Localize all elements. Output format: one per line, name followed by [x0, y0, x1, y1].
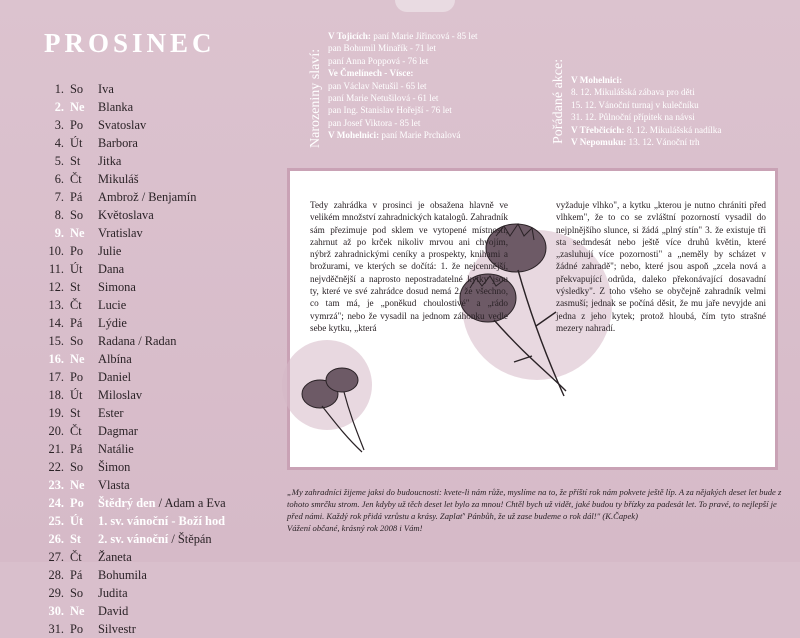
name-day: [98, 98, 133, 116]
day-number: 27.: [48, 550, 64, 564]
day-number: 10.: [48, 244, 64, 258]
day-of-week: Po: [70, 118, 84, 132]
day-number: 9.: [54, 226, 64, 240]
day-of-week: So: [70, 334, 84, 348]
entry-text: pan Václav Netušil - 65 let: [328, 80, 427, 91]
holiday-name: 1. sv. vánoční - Boží hod: [98, 514, 226, 528]
entry-text: paní Marie Netušilová - 61 let: [328, 93, 439, 104]
day-row: [28, 350, 268, 368]
place-name: V Mohelnici:: [328, 130, 380, 141]
name-day: [98, 350, 132, 368]
name-day-text: Iva: [98, 82, 114, 96]
birthdays-line: [328, 80, 478, 92]
day-of-week: So: [70, 208, 84, 222]
events-line: [571, 124, 721, 136]
name-day: [98, 332, 176, 350]
name-day: [98, 548, 132, 566]
day-number: 16.: [48, 352, 64, 366]
quote-text: „My zahradníci žijeme jaksi do budoucnosti: kvete-li nám růže, myslíme na to, že příští rok nám pokvete ještě líp. A za nějakých deset let bude z tohoto smrčku strom. Jen kdyby už těch deset let bylo za mnou! Chtěl bych už vidět, jaké budou ty břízky za padesát let. To pravé, to nejlepší je před námi. Každý rok přidá vzrůstu a krásy. Zaplať' Pánbůh, že už zase budeme o rok dál!": [287, 487, 782, 521]
day-of-week: Ne: [70, 226, 85, 240]
day-number: 14.: [48, 316, 64, 330]
day-of-week: Čt: [70, 298, 82, 312]
name-day: [98, 296, 126, 314]
day-row: [28, 494, 268, 512]
name-day: [98, 242, 121, 260]
name-day-text: Julie: [98, 244, 122, 258]
name-day-text: Judita: [98, 586, 128, 600]
day-number: 31.: [48, 622, 64, 636]
name-day: [98, 530, 212, 548]
name-day: [98, 260, 124, 278]
name-day: [98, 152, 121, 170]
day-row: [28, 332, 268, 350]
day-of-week: Po: [70, 370, 84, 384]
day-of-week: Út: [70, 514, 84, 528]
day-number: 11.: [48, 262, 64, 276]
days-list: [28, 80, 268, 638]
day-number: 15.: [48, 334, 64, 348]
name-day: [98, 116, 146, 134]
name-day-text: Simona: [98, 280, 136, 294]
name-day-text: Miloslav: [98, 388, 143, 402]
day-of-week: Ne: [70, 352, 85, 366]
day-row: [28, 224, 268, 242]
day-of-week: Pá: [70, 442, 83, 456]
entry-text: 31. 12. Půlnoční přípitek na návsi: [571, 112, 695, 123]
day-of-week: Pá: [70, 190, 83, 204]
name-day-text: Silvestr: [98, 622, 136, 636]
name-day-text: Svatoslav: [98, 118, 147, 132]
name-day: [98, 620, 136, 638]
name-day-text: Lýdie: [98, 316, 127, 330]
day-row: [28, 314, 268, 332]
day-number: 19.: [48, 406, 64, 420]
name-day: [98, 440, 134, 458]
birthdays-line: [328, 30, 478, 42]
day-number: 25.: [48, 514, 64, 528]
day-number: 22.: [48, 460, 64, 474]
day-of-week: Po: [70, 622, 84, 636]
day-row: [28, 602, 268, 620]
birthdays-line: [328, 117, 478, 129]
day-number: 13.: [48, 298, 64, 312]
name-day-text: Dana: [98, 262, 125, 276]
name-day: [98, 458, 130, 476]
name-day-text: Žaneta: [98, 550, 132, 564]
name-day-text: Natálie: [98, 442, 134, 456]
day-number: 21.: [48, 442, 64, 456]
day-number: 26.: [48, 532, 64, 546]
day-row: [28, 260, 268, 278]
birthdays-line: [328, 67, 478, 79]
name-day-text: Ester: [98, 406, 124, 420]
birthdays-line: [328, 92, 478, 104]
day-row: [28, 296, 268, 314]
day-row: [28, 80, 268, 98]
name-day: [98, 566, 147, 584]
quote-block: [287, 486, 785, 534]
day-of-week: Ne: [70, 100, 85, 114]
name-day-text: Daniel: [98, 370, 132, 384]
name-day-text: / Štěpán: [168, 532, 212, 546]
day-of-week: Po: [70, 496, 84, 510]
day-number: 12.: [48, 280, 64, 294]
day-number: 8.: [54, 208, 64, 222]
name-day-text: Albína: [98, 352, 132, 366]
day-of-week: St: [70, 154, 81, 168]
day-number: 29.: [48, 586, 64, 600]
day-row: [28, 206, 268, 224]
entry-text: 13. 12. Vánoční trh: [626, 137, 700, 148]
name-day-text: Dagmar: [98, 424, 138, 438]
day-of-week: Út: [70, 262, 83, 276]
day-number: 24.: [48, 496, 64, 510]
name-day: [98, 314, 127, 332]
day-number: 7.: [54, 190, 64, 204]
name-day-text: Bohumila: [98, 568, 147, 582]
day-row: [28, 386, 268, 404]
day-row: [28, 152, 268, 170]
name-day: [98, 170, 139, 188]
day-of-week: Čt: [70, 550, 82, 564]
quote-closing: Vážení občané, krásný rok 2008 i Vám!: [287, 523, 423, 533]
day-row: [28, 530, 268, 548]
name-day-text: Barbora: [98, 136, 138, 150]
day-number: 18.: [48, 388, 64, 402]
name-day-text: Vlasta: [98, 478, 130, 492]
day-of-week: St: [70, 406, 81, 420]
events-heading: Pořádané akce:: [551, 58, 566, 144]
entry-text: 15. 12. Vánoční turnaj v kulečníku: [571, 99, 699, 110]
place-name: V Mohelnici:: [571, 75, 623, 85]
day-of-week: So: [70, 586, 84, 600]
events-line: [571, 99, 721, 111]
events-line: [571, 136, 721, 148]
day-row: [28, 98, 268, 116]
name-day: [98, 494, 226, 512]
day-row: [28, 188, 268, 206]
day-of-week: St: [70, 280, 81, 294]
day-of-week: So: [70, 82, 84, 96]
day-number: 6.: [54, 172, 64, 186]
birthdays-heading: Narozeniny slaví:: [308, 48, 323, 148]
name-day: [98, 368, 131, 386]
name-day-text: Vratislav: [98, 226, 143, 240]
day-of-week: Čt: [70, 172, 82, 186]
name-day: [98, 512, 225, 530]
name-day: [98, 188, 196, 206]
birthdays-line: [328, 104, 478, 116]
place-name: V Třebčicích:: [571, 124, 625, 135]
day-number: 1.: [54, 82, 64, 96]
name-day-text: Lucie: [98, 298, 127, 312]
day-row: [28, 584, 268, 602]
birthdays-line: [328, 55, 478, 67]
name-day: [98, 80, 114, 98]
day-number: 17.: [48, 370, 64, 384]
carnation-flower-small-icon: [292, 360, 382, 460]
events-line: [571, 74, 721, 86]
day-row: [28, 404, 268, 422]
entry-text: paní Anna Poppová - 76 let: [328, 55, 429, 66]
quote-author: (K.Čapek): [602, 511, 638, 521]
day-row: [28, 422, 268, 440]
month-title: PROSINEC: [44, 28, 216, 58]
name-day-text: Ambrož / Benjamín: [98, 190, 197, 204]
day-row: [28, 548, 268, 566]
place-name: Ve Čmelínech - Vísce:: [328, 68, 414, 79]
name-day: [98, 134, 138, 152]
place-name: V Nepomuku:: [571, 137, 627, 148]
name-day-text: Blanka: [98, 100, 134, 114]
name-day: [98, 404, 123, 422]
day-of-week: Ne: [70, 478, 85, 492]
name-day: [98, 224, 143, 242]
day-number: 23.: [48, 478, 64, 492]
day-row: [28, 512, 268, 530]
events-line: [571, 111, 721, 123]
entry-text: 8. 12. Mikulášská zábava pro děti: [571, 87, 695, 98]
entry-text: pan Bohumil Minařík - 71 let: [328, 43, 436, 54]
name-day: [98, 386, 142, 404]
place-name: V Tojicích:: [328, 31, 371, 41]
events-line: [571, 86, 721, 98]
day-of-week: Út: [70, 388, 83, 402]
birthdays-list: [328, 30, 478, 142]
day-row: [28, 458, 268, 476]
entry-text: paní Marie Prchalová: [379, 130, 461, 141]
day-of-week: St: [70, 532, 82, 546]
day-number: 20.: [48, 424, 64, 438]
name-day: [98, 422, 138, 440]
name-day-text: Šimon: [98, 460, 131, 474]
day-of-week: So: [70, 460, 84, 474]
day-number: 30.: [48, 604, 64, 618]
events-list: [571, 74, 721, 148]
day-number: 3.: [54, 118, 64, 132]
day-of-week: Pá: [70, 316, 83, 330]
name-day-text: David: [98, 604, 129, 618]
day-row: [28, 242, 268, 260]
day-number: 4.: [54, 136, 64, 150]
name-day-text: Jitka: [98, 154, 122, 168]
article-column-2: vyžaduje vlhko", a kytku „kterou je nutno chrániti před vlhkem", že to co se zvláštní pozorností vysadil do nejplnějšího slunce, si žádá „plný stín" 3. že existuje tři sta sedmdesát nebo ještě více druhů květin, které „zasluhují více pozornosti" a „neměly by scházet v žádné zahradě"; nebo, které jsou aspoň „zcela nová a překvapující odrůda, daleko překonávající dosavadní výsledky". Z toho všeho se obyčejně zahradník velmi zasmuší; jednak se počíná děsit, že mu jaře nevyjde ani jedna z jeho kytek; protož hloubá, čím tyto strašné mezery nahradí.: [556, 200, 766, 333]
name-day-text: / Adam a Eva: [155, 496, 226, 510]
name-day: [98, 206, 154, 224]
day-number: 2.: [54, 100, 64, 114]
day-row: [28, 116, 268, 134]
entry-text: pan Ing. Stanislav Hořejší - 76 let: [328, 105, 452, 116]
birthdays-line: [328, 129, 478, 141]
entry-text: 8. 12. Mikulášská nadílka: [624, 124, 722, 135]
name-day: [98, 476, 130, 494]
day-number: 28.: [48, 568, 64, 582]
birthdays-line: [328, 42, 478, 54]
name-day-text: Mikuláš: [98, 172, 139, 186]
day-row: [28, 170, 268, 188]
name-day: [98, 602, 128, 620]
holiday-name: Štědrý den: [98, 496, 156, 510]
entry-text: pan Josef Viktora - 85 let: [328, 117, 421, 128]
day-row: [28, 440, 268, 458]
name-day-text: Radana / Radan: [98, 334, 177, 348]
day-of-week: Út: [70, 136, 83, 150]
day-row: [28, 620, 268, 638]
day-number: 5.: [54, 154, 64, 168]
day-of-week: Po: [70, 244, 84, 258]
entry-text: paní Marie Jiřincová - 85 let: [370, 31, 478, 41]
day-row: [28, 368, 268, 386]
day-of-week: Pá: [70, 568, 83, 582]
day-row: [28, 566, 268, 584]
name-day-text: Květoslava: [98, 208, 154, 222]
day-row: [28, 278, 268, 296]
binder-notch: [395, 0, 455, 12]
holiday-name: 2. sv. vánoční: [98, 532, 169, 546]
article-column-1: Tedy zahrádka v prosinci je obsažena hlavně ve velikém množství zahradnických katalogů. Zahradník sám přezimuje pod sklem ve vytopené místnosti, zahrnut až po krček nikoliv mrvou ani chvojím, nýbrž zahradnickými ceníky a prospekty, knihami a brožurami, ve kterých se dočítá: 1. že nejcennější, nejvděčnější a naprosto nepostradatelné kytky jsou ty, které ve své zahrádce dosud nemá 2. že všechno, co tam má, je „poněkud choulostivé" a „rádo vymrzá"; nebo že vysadil na jednom záhonku vedle sebe kytku, „která: [310, 200, 508, 333]
day-of-week: Ne: [70, 604, 85, 618]
day-row: [28, 134, 268, 152]
day-row: [28, 476, 268, 494]
name-day: [98, 584, 128, 602]
day-of-week: Čt: [70, 424, 82, 438]
name-day: [98, 278, 136, 296]
